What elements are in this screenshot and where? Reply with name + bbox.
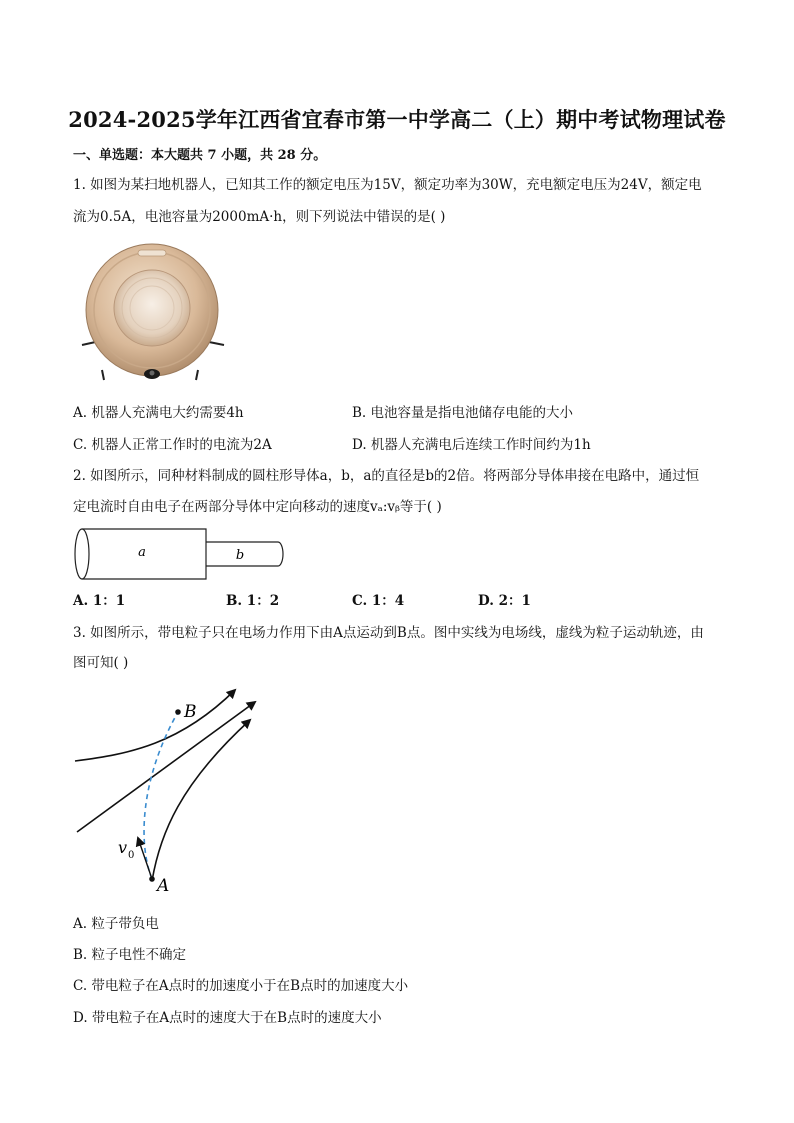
- robot-vacuum-image: [74, 242, 232, 386]
- q3-stem-line1: 3. 如图所示，带电粒子只在电场力作用下由A点运动到B点。图中实线为电场线，虚线为粒子运动轨迹，由: [73, 625, 704, 641]
- field-line-bottom: [152, 720, 250, 881]
- v0-label: v: [118, 838, 128, 857]
- q2-option-c: C. 1：4: [352, 593, 405, 609]
- section-heading: 一、单选题：本大题共 7 小题，共 28 分。: [73, 148, 327, 163]
- q2-stem-line2: 定电流时自由电子在两部分导体中定向移动的速度vₐ:vᵦ等于( ): [73, 499, 442, 515]
- electric-field-lines-figure: [70, 684, 270, 898]
- q2-option-d: D. 2：1: [478, 593, 531, 609]
- q1-stem-line2: 流为0.5A，电池容量为2000mA·h，则下列说法中错误的是( ): [73, 209, 446, 225]
- q3-option-c: C. 带电粒子在A点时的加速度小于在B点时的加速度大小: [73, 978, 409, 994]
- field-line-top: [75, 690, 235, 761]
- q1-option-c: C. 机器人正常工作时的电流为2A: [73, 437, 272, 453]
- point-a-label: A: [157, 876, 170, 896]
- conductor-b-label: b: [235, 548, 245, 563]
- point-a: [149, 876, 155, 882]
- q1-option-d: D. 机器人充满电后连续工作时间约为1h: [352, 437, 591, 453]
- field-line-middle: [77, 702, 255, 832]
- cylinder-conductors-figure: [70, 526, 288, 586]
- q3-stem-line2: 图可知( ): [73, 655, 129, 671]
- q1-option-b: B. 电池容量是指电池储存电能的大小: [352, 405, 574, 421]
- q3-option-a: A. 粒子带负电: [73, 916, 159, 932]
- conductor-a-label: a: [138, 545, 146, 560]
- particle-trajectory: [144, 712, 178, 879]
- point-b-label: B: [184, 702, 197, 722]
- q3-option-d: D. 带电粒子在A点时的速度大于在B点时的速度大小: [73, 1010, 382, 1026]
- v0-subscript: 0: [128, 850, 135, 861]
- q2-option-b: B. 1：2: [226, 593, 280, 609]
- q1-option-a: A. 机器人充满电大约需要4h: [73, 405, 244, 421]
- q3-option-b: B. 粒子电性不确定: [73, 947, 187, 963]
- q2-option-a: A. 1：1: [73, 593, 126, 609]
- q2-stem-line1: 2. 如图所示，同种材料制成的圆柱形导体a，b，a的直径是b的2倍。将两部分导体串接在电路中，通过恒: [73, 468, 700, 484]
- point-b: [175, 709, 181, 715]
- q1-stem-line1: 1. 如图为某扫地机器人，已知其工作的额定电压为15V，额定功率为30W，充电额定电压为24V，额定电: [73, 177, 702, 193]
- page-title: 2024-2025学年江西省宜春市第一中学高二（上）期中考试物理试卷: [68, 107, 726, 132]
